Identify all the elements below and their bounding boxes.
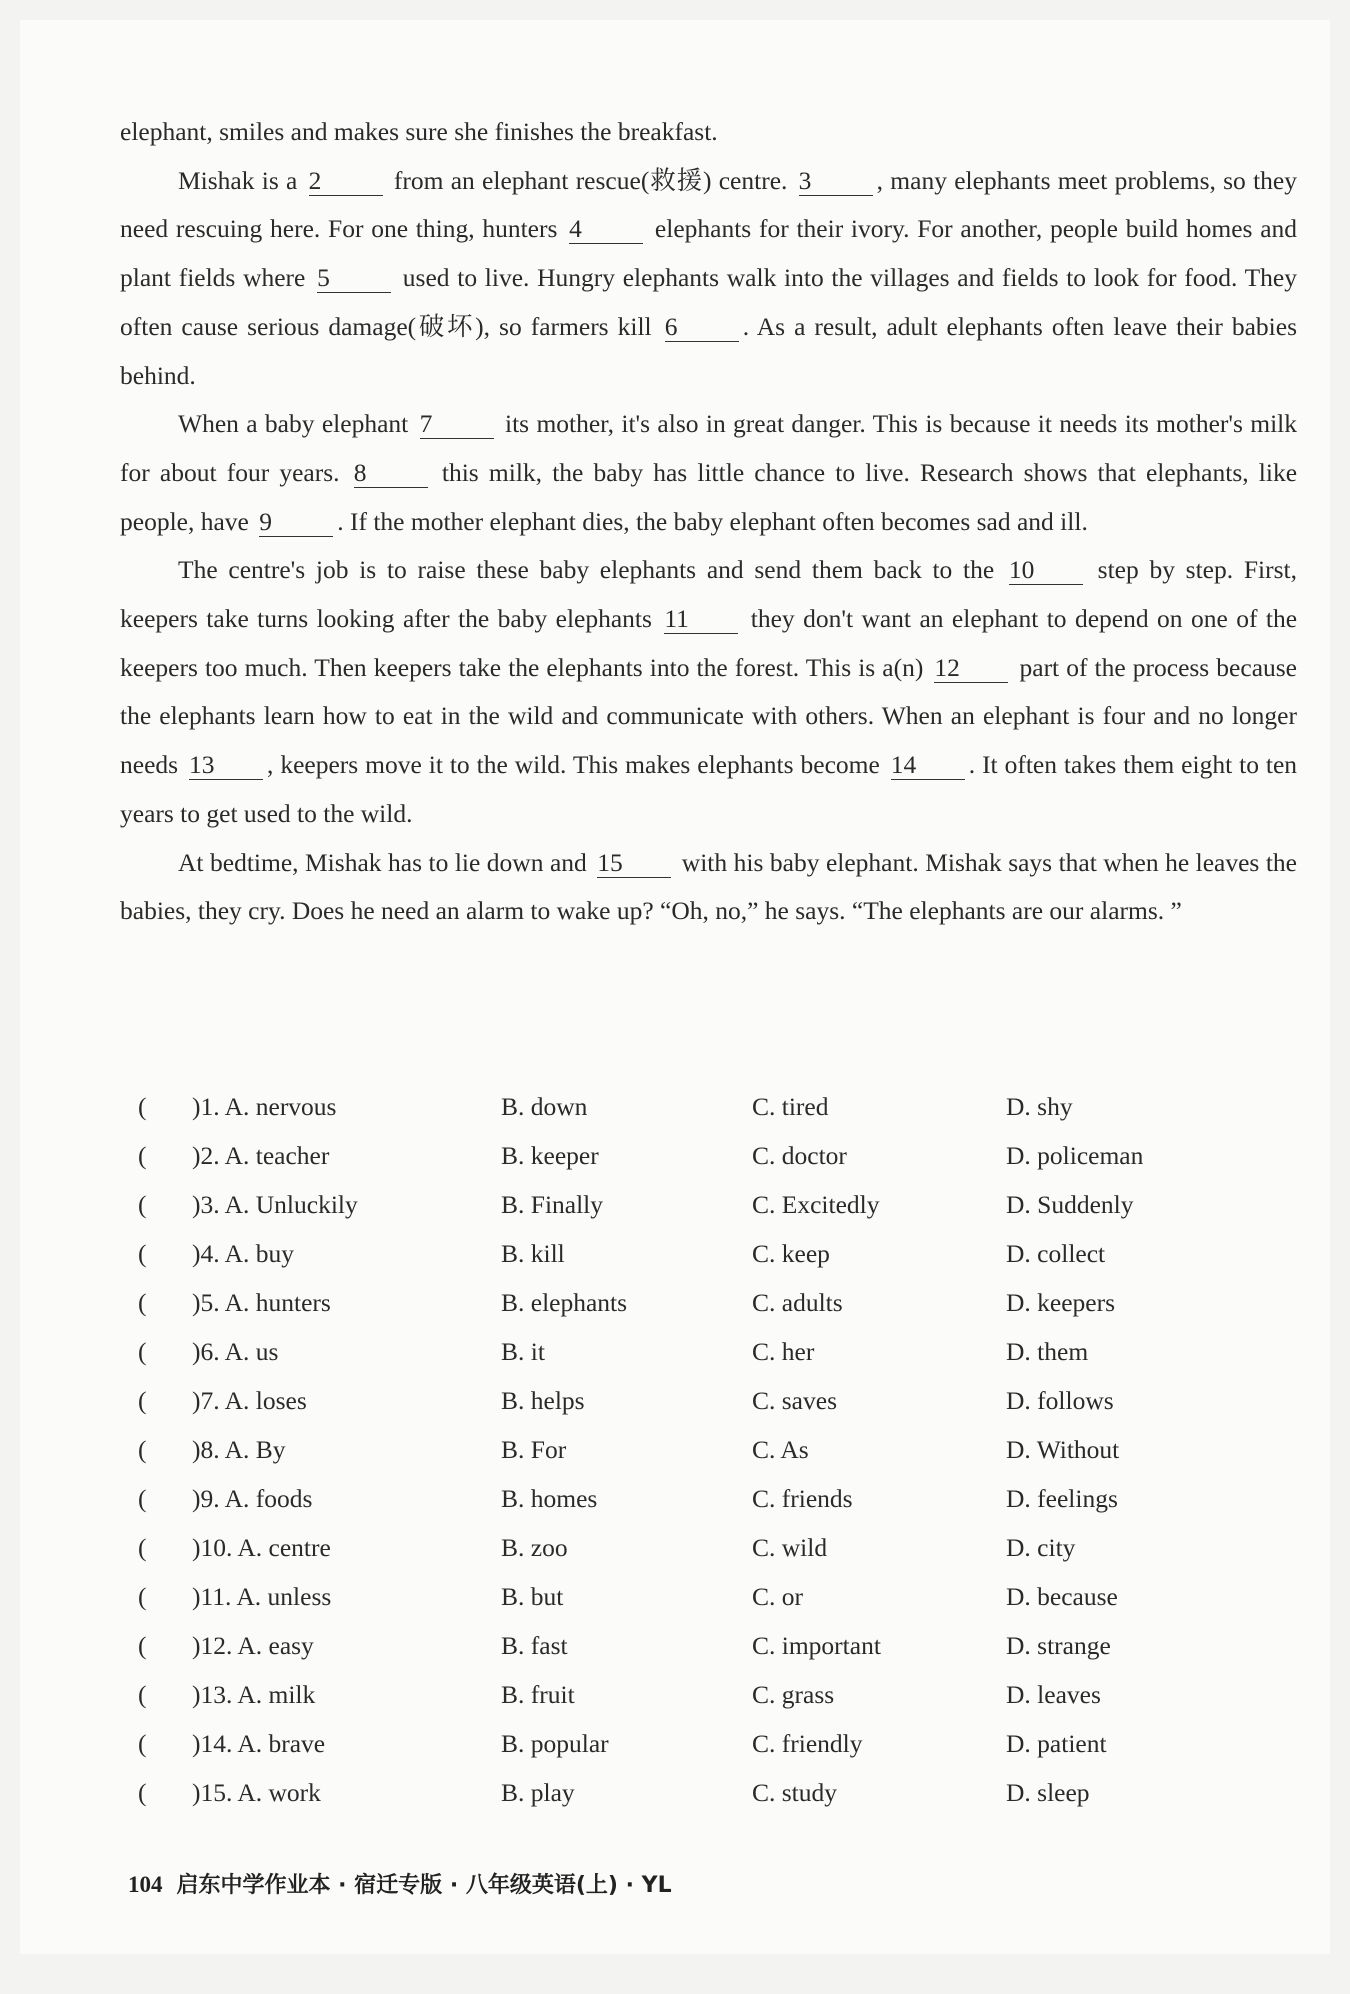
option-d: D. leaves: [1006, 1680, 1101, 1709]
answer-paren: (: [138, 1141, 147, 1170]
option-b: B. popular: [501, 1729, 609, 1758]
answer-paren: (: [138, 1729, 147, 1758]
option-a: )15. A. work: [192, 1778, 321, 1807]
page-number: 104: [128, 1872, 163, 1897]
option-c: C. or: [752, 1582, 803, 1611]
option-a: )13. A. milk: [192, 1680, 316, 1709]
option-a: )1. A. nervous: [192, 1092, 337, 1121]
option-a: )5. A. hunters: [192, 1288, 331, 1317]
blank-10: 10: [1009, 556, 1083, 585]
option-b: B. but: [501, 1582, 564, 1611]
paragraph-1: Mishak is a 2 from an elephant rescue(救援) centre. 3 , many elephants meet problems, so they need rescuing here. For one thing, hunters 4 elephants for their ivory. For another, people build homes and plant fields where 5 used to live. Hungry elephants walk into the villages and fields to look for food. They often cause serious damage(破坏), so farmers kill 6 . As a result, adult elephants often leave their babies behind.: [120, 165, 1298, 390]
option-c: C. adults: [752, 1288, 843, 1317]
option-b: B. helps: [501, 1386, 585, 1415]
question-row: [120, 1229, 1297, 1278]
option-a: )2. A. teacher: [192, 1141, 330, 1170]
page-footer: [128, 1868, 672, 1899]
question-row: [120, 1278, 1297, 1327]
option-b: B. fast: [501, 1631, 568, 1660]
workbook-page: [20, 20, 1330, 1954]
blank-15: 15: [597, 849, 671, 878]
option-b: B. zoo: [501, 1533, 568, 1562]
option-b: B. Finally: [501, 1190, 604, 1219]
option-c: C. her: [752, 1337, 815, 1366]
option-b: B. down: [501, 1092, 588, 1121]
option-d: D. city: [1006, 1533, 1076, 1562]
question-row: [120, 1719, 1297, 1768]
question-row: [120, 1670, 1297, 1719]
option-c: C. friends: [752, 1484, 853, 1513]
option-d: D. shy: [1006, 1092, 1073, 1121]
answer-paren: (: [138, 1190, 147, 1219]
option-d: D. patient: [1006, 1729, 1107, 1758]
question-row: [120, 1572, 1297, 1621]
option-a: )6. A. us: [192, 1337, 279, 1366]
answer-paren: (: [138, 1484, 147, 1513]
option-b: B. play: [501, 1778, 575, 1807]
option-c: C. grass: [752, 1680, 835, 1709]
question-row: [120, 1474, 1297, 1523]
answer-paren: (: [138, 1337, 147, 1366]
answer-paren: (: [138, 1239, 147, 1268]
question-row: [120, 1180, 1297, 1229]
answer-paren: (: [138, 1778, 147, 1807]
option-d: D. Without: [1006, 1435, 1120, 1464]
option-c: C. saves: [752, 1386, 837, 1415]
option-a: )8. A. By: [192, 1435, 286, 1464]
option-b: B. it: [501, 1337, 545, 1366]
option-b: B. elephants: [501, 1288, 628, 1317]
blank-11: 11: [664, 605, 738, 634]
option-a: )7. A. loses: [192, 1386, 307, 1415]
option-d: D. feelings: [1006, 1484, 1118, 1513]
question-row: [120, 1768, 1297, 1817]
question-row: [120, 1131, 1297, 1180]
option-c: C. keep: [752, 1239, 830, 1268]
option-d: D. keepers: [1006, 1288, 1116, 1317]
option-d: D. because: [1006, 1582, 1118, 1611]
answer-paren: (: [138, 1533, 147, 1562]
book-title: 启东中学作业本 · 宿迁专版 · 八年级英语(上) · YL: [176, 1873, 672, 1898]
question-row: [120, 1425, 1297, 1474]
paragraph-2: When a baby elephant 7 its mother, it's also in great danger. This is because it needs its mother's milk for about four years. 8 this milk, the baby has little chance to live. Research shows that elephants, like people, have 9 . If the mother elephant dies, the baby elephant often becomes sad and ill.: [120, 409, 1298, 536]
option-a: )12. A. easy: [192, 1631, 314, 1660]
answer-paren: (: [138, 1092, 147, 1121]
option-c: C. friendly: [752, 1729, 863, 1758]
option-b: B. kill: [501, 1239, 565, 1268]
blank-8: 8: [354, 459, 428, 488]
option-d: D. sleep: [1006, 1778, 1090, 1807]
blank-9: 9: [259, 508, 333, 537]
option-a: )3. A. Unluckily: [192, 1190, 358, 1219]
option-c: C. wild: [752, 1533, 828, 1562]
blank-3: 3: [799, 167, 873, 196]
option-d: D. collect: [1006, 1239, 1106, 1268]
option-d: D. strange: [1006, 1631, 1111, 1660]
paragraph-3: The centre's job is to raise these baby elephants and send them back to the 10 step by step. First, keepers take turns looking after the baby elephants 11 they don't want an elephant to depend on one of the keepers too much. Then keepers take the elephants into the forest. This is a(n) 12 part of the process because the elephants learn how to eat in the wild and communicate with others. When an elephant is four and no longer needs 13 , keepers move it to the wild. This makes elephants become 14 . It often takes them eight to ten years to get used to the wild.: [120, 555, 1298, 828]
option-c: C. Excitedly: [752, 1190, 880, 1219]
question-row: [120, 1621, 1297, 1670]
answer-paren: (: [138, 1631, 147, 1660]
blank-6: 6: [665, 313, 739, 342]
paragraph-4: At bedtime, Mishak has to lie down and 15 with his baby elephant. Mishak says that when he leaves the babies, they cry. Does he need an alarm to wake up? “Oh, no,” he says. “The elephants are our alarms. ”: [120, 847, 1297, 926]
option-c: C. As: [752, 1435, 809, 1464]
paragraph-0: elephant, smiles and makes sure she finishes the breakfast.: [120, 117, 718, 146]
option-a: )14. A. brave: [192, 1729, 326, 1758]
blank-2: 2: [309, 167, 383, 196]
option-c: C. study: [752, 1778, 838, 1807]
option-a: )10. A. centre: [192, 1533, 331, 1562]
option-b: B. fruit: [501, 1680, 575, 1709]
option-c: C. doctor: [752, 1141, 847, 1170]
option-a: )9. A. foods: [192, 1484, 313, 1513]
option-d: D. policeman: [1006, 1141, 1144, 1170]
option-b: B. For: [501, 1435, 567, 1464]
option-b: B. homes: [501, 1484, 598, 1513]
question-row: [120, 1376, 1297, 1425]
blank-4: 4: [569, 215, 643, 244]
blank-14: 14: [891, 751, 965, 780]
option-d: D. them: [1006, 1337, 1089, 1366]
blank-12: 12: [934, 654, 1008, 683]
option-b: B. keeper: [501, 1141, 599, 1170]
answer-paren: (: [138, 1288, 147, 1317]
question-row: [120, 1523, 1297, 1572]
choice-questions: [120, 1082, 1297, 1817]
blank-5: 5: [317, 264, 391, 293]
answer-paren: (: [138, 1435, 147, 1464]
option-c: C. important: [752, 1631, 881, 1660]
question-row: [120, 1327, 1297, 1376]
option-a: )11. A. unless: [192, 1582, 332, 1611]
option-a: )4. A. buy: [192, 1239, 294, 1268]
blank-13: 13: [189, 751, 263, 780]
option-d: D. Suddenly: [1006, 1190, 1134, 1219]
answer-paren: (: [138, 1680, 147, 1709]
blank-7: 7: [420, 410, 494, 439]
answer-paren: (: [138, 1386, 147, 1415]
option-c: C. tired: [752, 1092, 829, 1121]
answer-paren: (: [138, 1582, 147, 1611]
reading-passage: [120, 108, 1297, 936]
option-d: D. follows: [1006, 1386, 1114, 1415]
question-row: [120, 1082, 1297, 1131]
